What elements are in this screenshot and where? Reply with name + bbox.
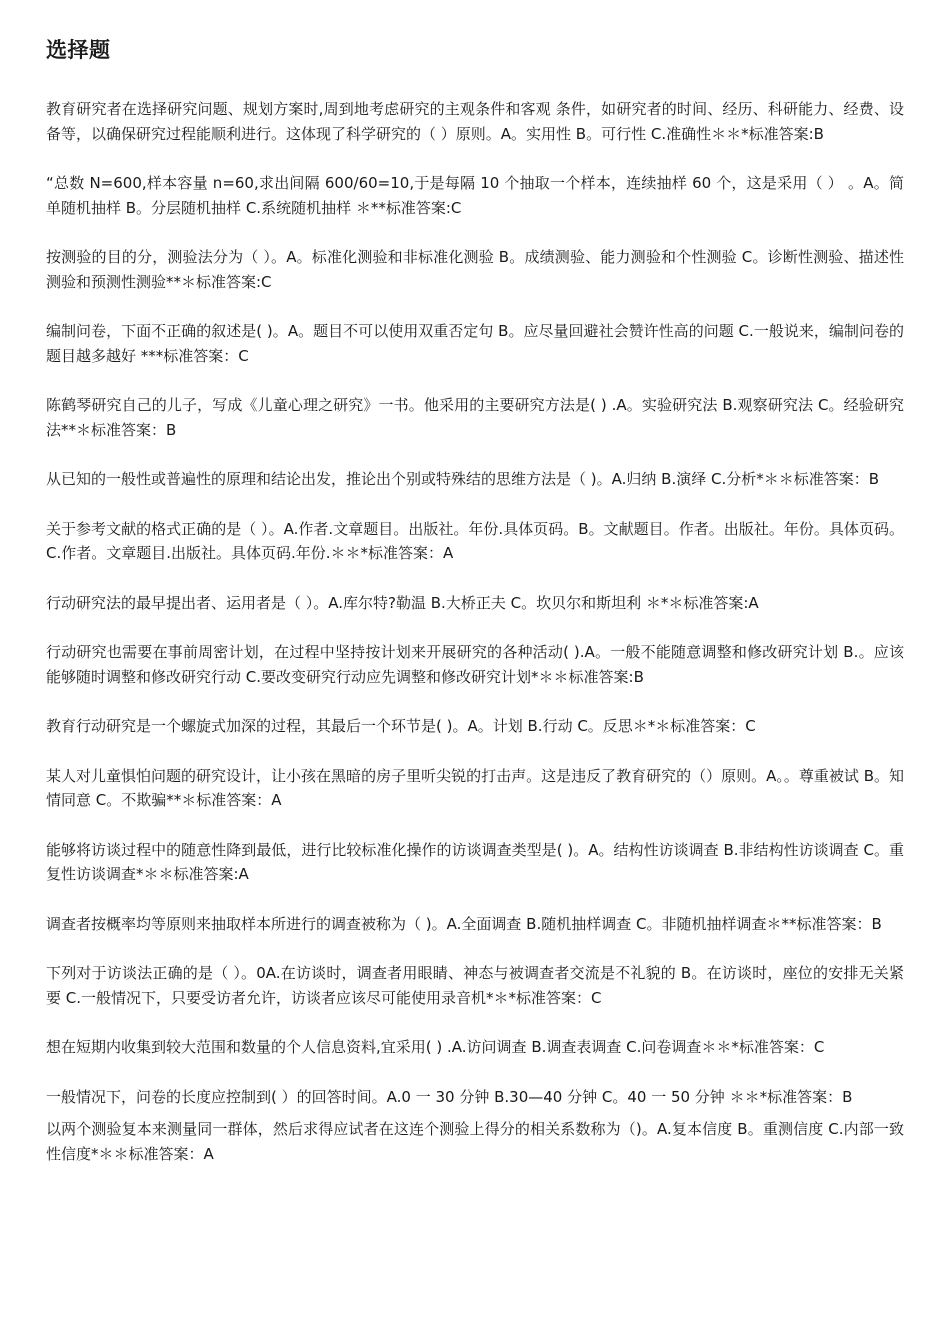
question-item: 按测验的目的分，测验法分为（ ）。A。标准化测验和非标准化测验 B。成绩测验、能力测验和个性测验 C。诊断性测验、描述性测验和预测性测验**＊标准答案:C <box>46 248 904 291</box>
question-item: 编制问卷，下面不正确的叙述是( )。A。题目不可以使用双重否定句 B。应尽量回避社会赞许性高的问题 C.一般说来，编制问卷的题目越多越好 ***标准答案：C <box>46 322 904 365</box>
question-item: 能够将访谈过程中的随意性降到最低，进行比较标准化操作的访谈调查类型是( )。A。结构性访谈调查 B.非结构性访谈调查 C。重复性访谈调查*＊＊标准答案:A <box>46 840 904 883</box>
question-item: 陈鹤琴研究自己的儿子，写成《儿童心理之研究》一书。他采用的主要研究方法是( ) .A。实验研究法 B.观察研究法 C。经验研究法**＊标准答案：B <box>46 396 904 439</box>
section-title: 选择题 <box>46 38 111 62</box>
question-item: 调查者按概率均等原则来抽取样本所进行的调查被称为（ )。A.全面调查 B.随机抽样调查 C。非随机抽样调查＊**标准答案：B <box>46 914 882 933</box>
question-list <box>46 97 904 1166</box>
question-item: “总数 N=600,样本容量 n=60,求出间隔 600/60=10,于是每隔 10 个抽取一个样本，连续抽样 60 个，这是采用（ ） 。A。简单随机抽样 B。分层随机抽样 C.系统随机抽样 ＊**标准答案:C <box>46 174 904 217</box>
question-item: 从已知的一般性或普遍性的原理和结论出发，推论出个别或特殊结的思维方法是（ )。A.归纳 B.演绎 C.分析*＊＊标准答案：B <box>46 470 880 488</box>
question-item: 想在短期内收集到较大范围和数量的个人信息资料,宜采用( ) .A.访问调查 B.调查表调查 C.问卷调查＊＊*标准答案：C <box>46 1038 825 1056</box>
question-item: 行动研究法的最早提出者、运用者是（ ）。A.库尔特?勒温 B.大桥正夫 C。坎贝尔和斯坦利 ＊*＊标准答案:A <box>46 593 759 612</box>
question-item: 教育行动研究是一个螺旋式加深的过程，其最后一个环节是( )。A。计划 B.行动 C。反思＊*＊标准答案：C <box>46 717 756 735</box>
question-item: 一般情况下，问卷的长度应控制到( ）的回答时间。A.0 一 30 分钟 B.30—40 分钟 C。40 一 50 分钟 ＊＊*标准答案：B <box>46 1087 853 1106</box>
question-item: 某人对儿童惧怕问题的研究设计，让小孩在黑暗的房子里听尖锐的打击声。这是违反了教育研究的（）原则。A。。尊重被试 B。知情同意 C。不欺骗**＊标准答案：A <box>46 766 904 809</box>
question-item: 行动研究也需要在事前周密计划，在过程中坚持按计划来开展研究的各种活动( ).A。一般不能随意调整和修改研究计划 B.。应该能够随时调整和修改研究行动 C.要改变研究行动应先调整和修改研究计划*＊＊标准答案:B <box>46 643 904 686</box>
question-item: 关于参考文献的格式正确的是（ ）。A.作者.文章题目。出版社。年份.具体页码。B。文献题目。作者。出版社。年份。具体页码。C.作者。文章题目.出版社。具体页码.年份.＊＊*标准答案：A <box>46 519 904 562</box>
question-item: 以两个测验复本来测量同一群体，然后求得应试者在这连个测验上得分的相关系数称为（)。A.复本信度 B。重测信度 C.内部一致性信度*＊＊标准答案：A <box>46 1120 904 1163</box>
question-item: 教育研究者在选择研究问题、规划方案时,周到地考虑研究的主观条件和客观 条件，如研究者的时间、经历、科研能力、经费、设备等，以确保研究过程能顺利进行。这体现了科学研究的（ ）原则。A。实用性 B。可行性 C.准确性＊＊*标准答案:B <box>46 100 904 143</box>
question-item: 下列对于访谈法正确的是（ ）。0A.在访谈时，调查者用眼睛、神态与被调查者交流是不礼貌的 B。在访谈时，座位的安排无关紧要 C.一般情况下，只要受访者允许，访谈者应该尽可能使用录音机*＊*标准答案：C <box>46 964 904 1007</box>
